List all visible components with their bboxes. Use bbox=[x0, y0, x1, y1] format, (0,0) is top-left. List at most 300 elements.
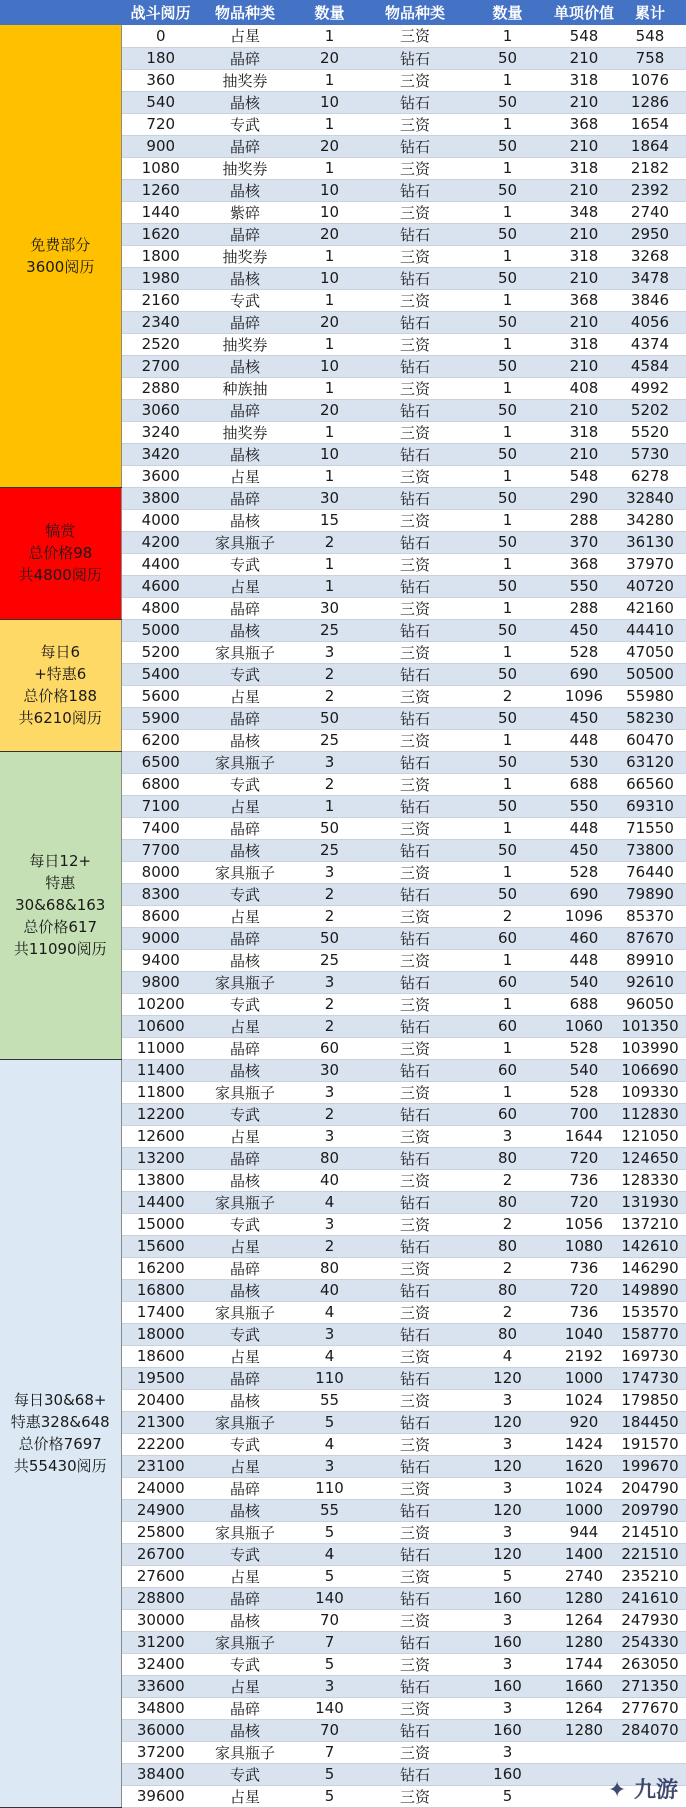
cell-item-type-2: 三资 bbox=[369, 1433, 461, 1455]
cell-exp: 2160 bbox=[121, 289, 200, 311]
cell-quantity: 1 bbox=[290, 245, 369, 267]
cell-unit-value: 528 bbox=[554, 861, 614, 883]
cell-item-type-2: 三资 bbox=[369, 1213, 461, 1235]
cell-quantity-2: 60 bbox=[461, 1059, 554, 1081]
cell-exp: 4000 bbox=[121, 509, 200, 531]
cell-item-type-2: 三资 bbox=[369, 993, 461, 1015]
col-header-unit-value: 单项价值 bbox=[554, 0, 614, 25]
cell-quantity: 20 bbox=[290, 47, 369, 69]
cell-item-type: 占星 bbox=[200, 1345, 290, 1367]
cell-cumulative: 101350 bbox=[614, 1015, 686, 1037]
cell-item-type-2: 钻石 bbox=[369, 91, 461, 113]
cell-cumulative: 149890 bbox=[614, 1279, 686, 1301]
cell-item-type: 晶核 bbox=[200, 509, 290, 531]
cell-cumulative: 32840 bbox=[614, 487, 686, 509]
cell-cumulative: 3846 bbox=[614, 289, 686, 311]
cell-quantity-2: 160 bbox=[461, 1763, 554, 1785]
cell-quantity-2: 3 bbox=[461, 1653, 554, 1675]
cell-cumulative: 76440 bbox=[614, 861, 686, 883]
cell-item-type: 晶碎 bbox=[200, 487, 290, 509]
cell-item-type: 占星 bbox=[200, 685, 290, 707]
cell-unit-value: 1744 bbox=[554, 1653, 614, 1675]
cell-exp: 9400 bbox=[121, 949, 200, 971]
cell-item-type: 专武 bbox=[200, 289, 290, 311]
cell-unit-value: 1096 bbox=[554, 685, 614, 707]
cell-quantity: 30 bbox=[290, 487, 369, 509]
cell-exp: 27600 bbox=[121, 1565, 200, 1587]
cell-quantity: 10 bbox=[290, 179, 369, 201]
cell-item-type: 晶碎 bbox=[200, 1477, 290, 1499]
cell-unit-value: 1080 bbox=[554, 1235, 614, 1257]
cell-unit-value: 210 bbox=[554, 399, 614, 421]
cell-unit-value: 548 bbox=[554, 465, 614, 487]
cell-quantity-2: 50 bbox=[461, 707, 554, 729]
cell-exp: 25800 bbox=[121, 1521, 200, 1543]
cell-cumulative: 71550 bbox=[614, 817, 686, 839]
cell-quantity-2: 80 bbox=[461, 1279, 554, 1301]
cell-exp: 1440 bbox=[121, 201, 200, 223]
cell-unit-value: 736 bbox=[554, 1257, 614, 1279]
cell-exp: 11400 bbox=[121, 1059, 200, 1081]
cell-cumulative: 1864 bbox=[614, 135, 686, 157]
cell-exp: 32400 bbox=[121, 1653, 200, 1675]
cell-quantity-2: 3 bbox=[461, 1521, 554, 1543]
cell-item-type-2: 钻石 bbox=[369, 311, 461, 333]
cell-quantity: 3 bbox=[290, 751, 369, 773]
cell-unit-value: 288 bbox=[554, 597, 614, 619]
cell-cumulative: 548 bbox=[614, 25, 686, 47]
cell-quantity: 70 bbox=[290, 1609, 369, 1631]
cell-quantity-2: 160 bbox=[461, 1675, 554, 1697]
cell-item-type: 家具瓶子 bbox=[200, 641, 290, 663]
cell-item-type: 晶碎 bbox=[200, 223, 290, 245]
col-header-quantity-2: 数量 bbox=[461, 0, 554, 25]
cell-exp: 16800 bbox=[121, 1279, 200, 1301]
cell-item-type: 晶核 bbox=[200, 1059, 290, 1081]
cell-quantity-2: 120 bbox=[461, 1543, 554, 1565]
cell-unit-value bbox=[554, 1741, 614, 1763]
cell-cumulative: 221510 bbox=[614, 1543, 686, 1565]
cell-unit-value: 318 bbox=[554, 421, 614, 443]
cell-item-type-2: 三资 bbox=[369, 157, 461, 179]
cell-quantity: 2 bbox=[290, 531, 369, 553]
cell-unit-value: 540 bbox=[554, 1059, 614, 1081]
cell-exp: 4800 bbox=[121, 597, 200, 619]
cell-item-type-2: 三资 bbox=[369, 1697, 461, 1719]
cell-exp: 7700 bbox=[121, 839, 200, 861]
cell-quantity-2: 2 bbox=[461, 1169, 554, 1191]
cell-exp: 31200 bbox=[121, 1631, 200, 1653]
cell-item-type-2: 钻石 bbox=[369, 1147, 461, 1169]
cell-quantity: 7 bbox=[290, 1741, 369, 1763]
col-header-cumulative: 累计 bbox=[614, 0, 686, 25]
cell-item-type-2: 三资 bbox=[369, 1653, 461, 1675]
cell-quantity: 5 bbox=[290, 1763, 369, 1785]
cell-item-type-2: 三资 bbox=[369, 421, 461, 443]
cell-item-type-2: 三资 bbox=[369, 333, 461, 355]
cell-quantity: 50 bbox=[290, 707, 369, 729]
cell-quantity-2: 60 bbox=[461, 1103, 554, 1125]
cell-item-type: 晶核 bbox=[200, 1279, 290, 1301]
cell-unit-value: 1280 bbox=[554, 1587, 614, 1609]
cell-exp: 2520 bbox=[121, 333, 200, 355]
cell-quantity-2: 50 bbox=[461, 619, 554, 641]
cell-unit-value: 720 bbox=[554, 1147, 614, 1169]
cell-quantity-2: 1 bbox=[461, 993, 554, 1015]
cell-item-type: 专武 bbox=[200, 1433, 290, 1455]
cell-cumulative: 235210 bbox=[614, 1565, 686, 1587]
cell-item-type-2: 钻石 bbox=[369, 1499, 461, 1521]
cell-quantity: 2 bbox=[290, 685, 369, 707]
cell-quantity: 60 bbox=[290, 1037, 369, 1059]
cell-quantity: 7 bbox=[290, 1631, 369, 1653]
cell-exp: 1080 bbox=[121, 157, 200, 179]
cell-unit-value: 368 bbox=[554, 289, 614, 311]
cell-item-type-2: 钻石 bbox=[369, 1455, 461, 1477]
cell-quantity-2: 50 bbox=[461, 311, 554, 333]
cell-quantity: 2 bbox=[290, 1103, 369, 1125]
cell-quantity: 5 bbox=[290, 1653, 369, 1675]
cell-item-type-2: 钻石 bbox=[369, 223, 461, 245]
cell-unit-value: 530 bbox=[554, 751, 614, 773]
cell-quantity: 3 bbox=[290, 1213, 369, 1235]
cell-unit-value: 450 bbox=[554, 707, 614, 729]
cell-cumulative: 2950 bbox=[614, 223, 686, 245]
cell-cumulative: 44410 bbox=[614, 619, 686, 641]
cell-item-type: 家具瓶子 bbox=[200, 1631, 290, 1653]
watermark-text: 九游 bbox=[633, 1778, 678, 1803]
cell-item-type-2: 钻石 bbox=[369, 575, 461, 597]
cell-item-type-2: 三资 bbox=[369, 377, 461, 399]
cell-cumulative: 158770 bbox=[614, 1323, 686, 1345]
cell-item-type: 家具瓶子 bbox=[200, 861, 290, 883]
cell-item-type-2: 三资 bbox=[369, 69, 461, 91]
cell-exp: 2340 bbox=[121, 311, 200, 333]
cell-quantity: 1 bbox=[290, 25, 369, 47]
cell-unit-value: 690 bbox=[554, 663, 614, 685]
cell-cumulative: 89910 bbox=[614, 949, 686, 971]
cell-cumulative: 79890 bbox=[614, 883, 686, 905]
cell-quantity: 140 bbox=[290, 1587, 369, 1609]
cell-item-type-2: 钻石 bbox=[369, 1543, 461, 1565]
cell-item-type-2: 钻石 bbox=[369, 531, 461, 553]
cell-cumulative: 142610 bbox=[614, 1235, 686, 1257]
cell-exp: 3420 bbox=[121, 443, 200, 465]
header-row bbox=[0, 0, 686, 25]
cell-quantity: 25 bbox=[290, 949, 369, 971]
cell-cumulative: 254330 bbox=[614, 1631, 686, 1653]
cell-exp: 34800 bbox=[121, 1697, 200, 1719]
cell-quantity-2: 1 bbox=[461, 597, 554, 619]
cell-quantity: 3 bbox=[290, 1125, 369, 1147]
cell-exp: 3600 bbox=[121, 465, 200, 487]
cell-exp: 7400 bbox=[121, 817, 200, 839]
cell-unit-value: 448 bbox=[554, 817, 614, 839]
cell-unit-value: 690 bbox=[554, 883, 614, 905]
cell-exp: 30000 bbox=[121, 1609, 200, 1631]
cell-item-type-2: 三资 bbox=[369, 641, 461, 663]
cell-unit-value: 528 bbox=[554, 1081, 614, 1103]
cell-exp: 33600 bbox=[121, 1675, 200, 1697]
cell-item-type: 占星 bbox=[200, 1565, 290, 1587]
cell-item-type: 晶碎 bbox=[200, 1367, 290, 1389]
cell-quantity: 30 bbox=[290, 1059, 369, 1081]
cell-quantity-2: 1 bbox=[461, 949, 554, 971]
cell-quantity: 1 bbox=[290, 157, 369, 179]
cell-exp: 22200 bbox=[121, 1433, 200, 1455]
cell-item-type-2: 三资 bbox=[369, 465, 461, 487]
cell-quantity: 3 bbox=[290, 641, 369, 663]
cell-item-type: 专武 bbox=[200, 1103, 290, 1125]
cell-exp: 540 bbox=[121, 91, 200, 113]
cell-item-type: 晶核 bbox=[200, 1389, 290, 1411]
cell-item-type-2: 钻石 bbox=[369, 927, 461, 949]
cell-exp: 10200 bbox=[121, 993, 200, 1015]
cell-item-type-2: 三资 bbox=[369, 1785, 461, 1807]
cell-item-type: 占星 bbox=[200, 465, 290, 487]
cell-quantity-2: 120 bbox=[461, 1499, 554, 1521]
jiuyou-logo-icon: ✦ bbox=[607, 1778, 627, 1803]
cell-item-type-2: 钻石 bbox=[369, 1587, 461, 1609]
cell-item-type: 种族抽 bbox=[200, 377, 290, 399]
cell-exp: 360 bbox=[121, 69, 200, 91]
cell-quantity: 4 bbox=[290, 1543, 369, 1565]
cell-quantity: 1 bbox=[290, 575, 369, 597]
cell-exp: 5000 bbox=[121, 619, 200, 641]
cell-exp: 20400 bbox=[121, 1389, 200, 1411]
cell-exp: 7100 bbox=[121, 795, 200, 817]
cell-quantity: 4 bbox=[290, 1433, 369, 1455]
cell-cumulative: 284070 bbox=[614, 1719, 686, 1741]
cell-unit-value: 1264 bbox=[554, 1697, 614, 1719]
cell-exp: 4200 bbox=[121, 531, 200, 553]
cell-quantity: 5 bbox=[290, 1521, 369, 1543]
cell-item-type: 家具瓶子 bbox=[200, 1521, 290, 1543]
cell-cumulative: 199670 bbox=[614, 1455, 686, 1477]
cell-quantity: 1 bbox=[290, 553, 369, 575]
cell-item-type-2: 三资 bbox=[369, 1477, 461, 1499]
cell-exp: 1800 bbox=[121, 245, 200, 267]
cell-unit-value: 1644 bbox=[554, 1125, 614, 1147]
cell-exp: 8000 bbox=[121, 861, 200, 883]
cell-quantity-2: 50 bbox=[461, 399, 554, 421]
cell-item-type: 晶核 bbox=[200, 1609, 290, 1631]
cell-quantity-2: 1 bbox=[461, 1037, 554, 1059]
cell-quantity-2: 3 bbox=[461, 1741, 554, 1763]
cell-cumulative: 6278 bbox=[614, 465, 686, 487]
cell-cumulative: 128330 bbox=[614, 1169, 686, 1191]
cell-exp: 11800 bbox=[121, 1081, 200, 1103]
cell-quantity-2: 1 bbox=[461, 201, 554, 223]
cell-cumulative: 42160 bbox=[614, 597, 686, 619]
cell-quantity: 80 bbox=[290, 1147, 369, 1169]
cell-quantity-2: 3 bbox=[461, 1433, 554, 1455]
cell-quantity: 4 bbox=[290, 1345, 369, 1367]
cell-item-type-2: 钻石 bbox=[369, 1675, 461, 1697]
cell-item-type-2: 钻石 bbox=[369, 135, 461, 157]
cell-item-type-2: 三资 bbox=[369, 1037, 461, 1059]
cell-quantity-2: 1 bbox=[461, 465, 554, 487]
cell-unit-value: 368 bbox=[554, 113, 614, 135]
cell-exp: 5200 bbox=[121, 641, 200, 663]
cell-unit-value: 528 bbox=[554, 1037, 614, 1059]
cell-item-type: 专武 bbox=[200, 1653, 290, 1675]
cell-item-type: 家具瓶子 bbox=[200, 1191, 290, 1213]
cell-exp: 39600 bbox=[121, 1785, 200, 1807]
cell-unit-value: 318 bbox=[554, 69, 614, 91]
cell-quantity-2: 50 bbox=[461, 355, 554, 377]
cell-quantity-2: 120 bbox=[461, 1455, 554, 1477]
cell-cumulative: 63120 bbox=[614, 751, 686, 773]
cell-quantity-2: 1 bbox=[461, 69, 554, 91]
cell-cumulative: 3268 bbox=[614, 245, 686, 267]
cell-quantity: 5 bbox=[290, 1411, 369, 1433]
cell-item-type-2: 钻石 bbox=[369, 399, 461, 421]
cell-exp: 1260 bbox=[121, 179, 200, 201]
cell-item-type-2: 钻石 bbox=[369, 1235, 461, 1257]
cell-exp: 24900 bbox=[121, 1499, 200, 1521]
cell-cumulative: 92610 bbox=[614, 971, 686, 993]
cell-quantity-2: 2 bbox=[461, 685, 554, 707]
table-row bbox=[0, 487, 686, 509]
cell-quantity-2: 1 bbox=[461, 1081, 554, 1103]
cell-item-type: 晶核 bbox=[200, 1719, 290, 1741]
cell-cumulative: 174730 bbox=[614, 1367, 686, 1389]
cell-cumulative: 5520 bbox=[614, 421, 686, 443]
cell-quantity: 20 bbox=[290, 399, 369, 421]
cell-unit-value: 290 bbox=[554, 487, 614, 509]
cell-quantity-2: 50 bbox=[461, 531, 554, 553]
cell-quantity-2: 50 bbox=[461, 487, 554, 509]
cell-quantity: 55 bbox=[290, 1389, 369, 1411]
cell-exp: 12200 bbox=[121, 1103, 200, 1125]
cell-unit-value: 318 bbox=[554, 245, 614, 267]
cell-unit-value: 1024 bbox=[554, 1477, 614, 1499]
cell-item-type-2: 三资 bbox=[369, 729, 461, 751]
cell-quantity: 20 bbox=[290, 311, 369, 333]
cell-quantity: 1 bbox=[290, 465, 369, 487]
cell-cumulative: 40720 bbox=[614, 575, 686, 597]
cell-unit-value: 318 bbox=[554, 333, 614, 355]
cell-unit-value bbox=[554, 1785, 614, 1807]
cell-item-type: 专武 bbox=[200, 993, 290, 1015]
cell-unit-value: 550 bbox=[554, 575, 614, 597]
cell-item-type-2: 三资 bbox=[369, 1169, 461, 1191]
cell-item-type: 晶碎 bbox=[200, 135, 290, 157]
cell-quantity: 25 bbox=[290, 729, 369, 751]
cell-item-type-2: 钻石 bbox=[369, 751, 461, 773]
cell-unit-value: 2740 bbox=[554, 1565, 614, 1587]
cell-exp: 26700 bbox=[121, 1543, 200, 1565]
cell-item-type-2: 钻石 bbox=[369, 1763, 461, 1785]
cell-unit-value: 1060 bbox=[554, 1015, 614, 1037]
cell-cumulative: 96050 bbox=[614, 993, 686, 1015]
cell-quantity-2: 50 bbox=[461, 663, 554, 685]
group-label: 每日30&68+ 特惠328&648 总价格7697 共55430阅历 bbox=[0, 1059, 121, 1807]
cell-item-type-2: 钻石 bbox=[369, 663, 461, 685]
cell-item-type: 晶碎 bbox=[200, 927, 290, 949]
cell-item-type: 晶核 bbox=[200, 949, 290, 971]
cell-item-type: 专武 bbox=[200, 113, 290, 135]
cell-item-type: 占星 bbox=[200, 1785, 290, 1807]
group-header-cell bbox=[0, 0, 121, 25]
cell-quantity: 25 bbox=[290, 839, 369, 861]
cell-quantity-2: 2 bbox=[461, 905, 554, 927]
cell-quantity: 1 bbox=[290, 113, 369, 135]
cell-item-type: 专武 bbox=[200, 773, 290, 795]
cell-quantity-2: 1 bbox=[461, 641, 554, 663]
cell-item-type: 占星 bbox=[200, 1235, 290, 1257]
cell-quantity-2: 5 bbox=[461, 1785, 554, 1807]
cell-quantity: 2 bbox=[290, 1235, 369, 1257]
cell-item-type: 占星 bbox=[200, 1675, 290, 1697]
cell-quantity-2: 1 bbox=[461, 553, 554, 575]
cell-unit-value: 318 bbox=[554, 157, 614, 179]
cell-item-type-2: 三资 bbox=[369, 1081, 461, 1103]
cell-quantity-2: 1 bbox=[461, 509, 554, 531]
cell-cumulative: 263050 bbox=[614, 1653, 686, 1675]
group-label: 每日6 +特惠6 总价格188 共6210阅历 bbox=[0, 619, 121, 751]
cell-quantity-2: 120 bbox=[461, 1367, 554, 1389]
cell-item-type-2: 三资 bbox=[369, 1609, 461, 1631]
cell-unit-value bbox=[554, 1763, 614, 1785]
cell-item-type: 专武 bbox=[200, 1323, 290, 1345]
cell-exp: 6500 bbox=[121, 751, 200, 773]
cell-unit-value: 210 bbox=[554, 223, 614, 245]
cell-cumulative: 277670 bbox=[614, 1697, 686, 1719]
cell-item-type: 家具瓶子 bbox=[200, 531, 290, 553]
cell-cumulative: 204790 bbox=[614, 1477, 686, 1499]
cell-item-type-2: 钻石 bbox=[369, 619, 461, 641]
cell-quantity-2: 160 bbox=[461, 1587, 554, 1609]
cell-quantity-2: 3 bbox=[461, 1389, 554, 1411]
cell-cumulative: 3478 bbox=[614, 267, 686, 289]
cell-quantity-2: 2 bbox=[461, 1301, 554, 1323]
cell-item-type-2: 三资 bbox=[369, 1125, 461, 1147]
cell-item-type: 晶碎 bbox=[200, 1257, 290, 1279]
cell-item-type-2: 三资 bbox=[369, 597, 461, 619]
cell-unit-value: 720 bbox=[554, 1191, 614, 1213]
cell-quantity-2: 1 bbox=[461, 289, 554, 311]
cell-unit-value: 448 bbox=[554, 729, 614, 751]
cell-item-type-2: 钻石 bbox=[369, 883, 461, 905]
cell-item-type-2: 钻石 bbox=[369, 1631, 461, 1653]
cell-item-type: 家具瓶子 bbox=[200, 751, 290, 773]
cell-quantity-2: 80 bbox=[461, 1191, 554, 1213]
cell-exp: 23100 bbox=[121, 1455, 200, 1477]
cell-unit-value: 288 bbox=[554, 509, 614, 531]
cell-exp: 18600 bbox=[121, 1345, 200, 1367]
cell-unit-value: 1024 bbox=[554, 1389, 614, 1411]
cell-item-type-2: 三资 bbox=[369, 817, 461, 839]
cell-item-type-2: 三资 bbox=[369, 201, 461, 223]
cell-quantity: 3 bbox=[290, 1081, 369, 1103]
cell-quantity-2: 5 bbox=[461, 1565, 554, 1587]
cell-exp: 28800 bbox=[121, 1587, 200, 1609]
cell-quantity: 10 bbox=[290, 267, 369, 289]
col-header-item-type-2: 物品种类 bbox=[369, 0, 461, 25]
cell-item-type: 晶核 bbox=[200, 1169, 290, 1191]
cell-item-type: 抽奖券 bbox=[200, 245, 290, 267]
cell-quantity-2: 1 bbox=[461, 333, 554, 355]
cell-exp: 8600 bbox=[121, 905, 200, 927]
watermark bbox=[608, 1773, 678, 1804]
cell-cumulative: 103990 bbox=[614, 1037, 686, 1059]
cell-exp: 38400 bbox=[121, 1763, 200, 1785]
cell-unit-value: 736 bbox=[554, 1169, 614, 1191]
cell-unit-value: 450 bbox=[554, 839, 614, 861]
cell-quantity: 2 bbox=[290, 773, 369, 795]
